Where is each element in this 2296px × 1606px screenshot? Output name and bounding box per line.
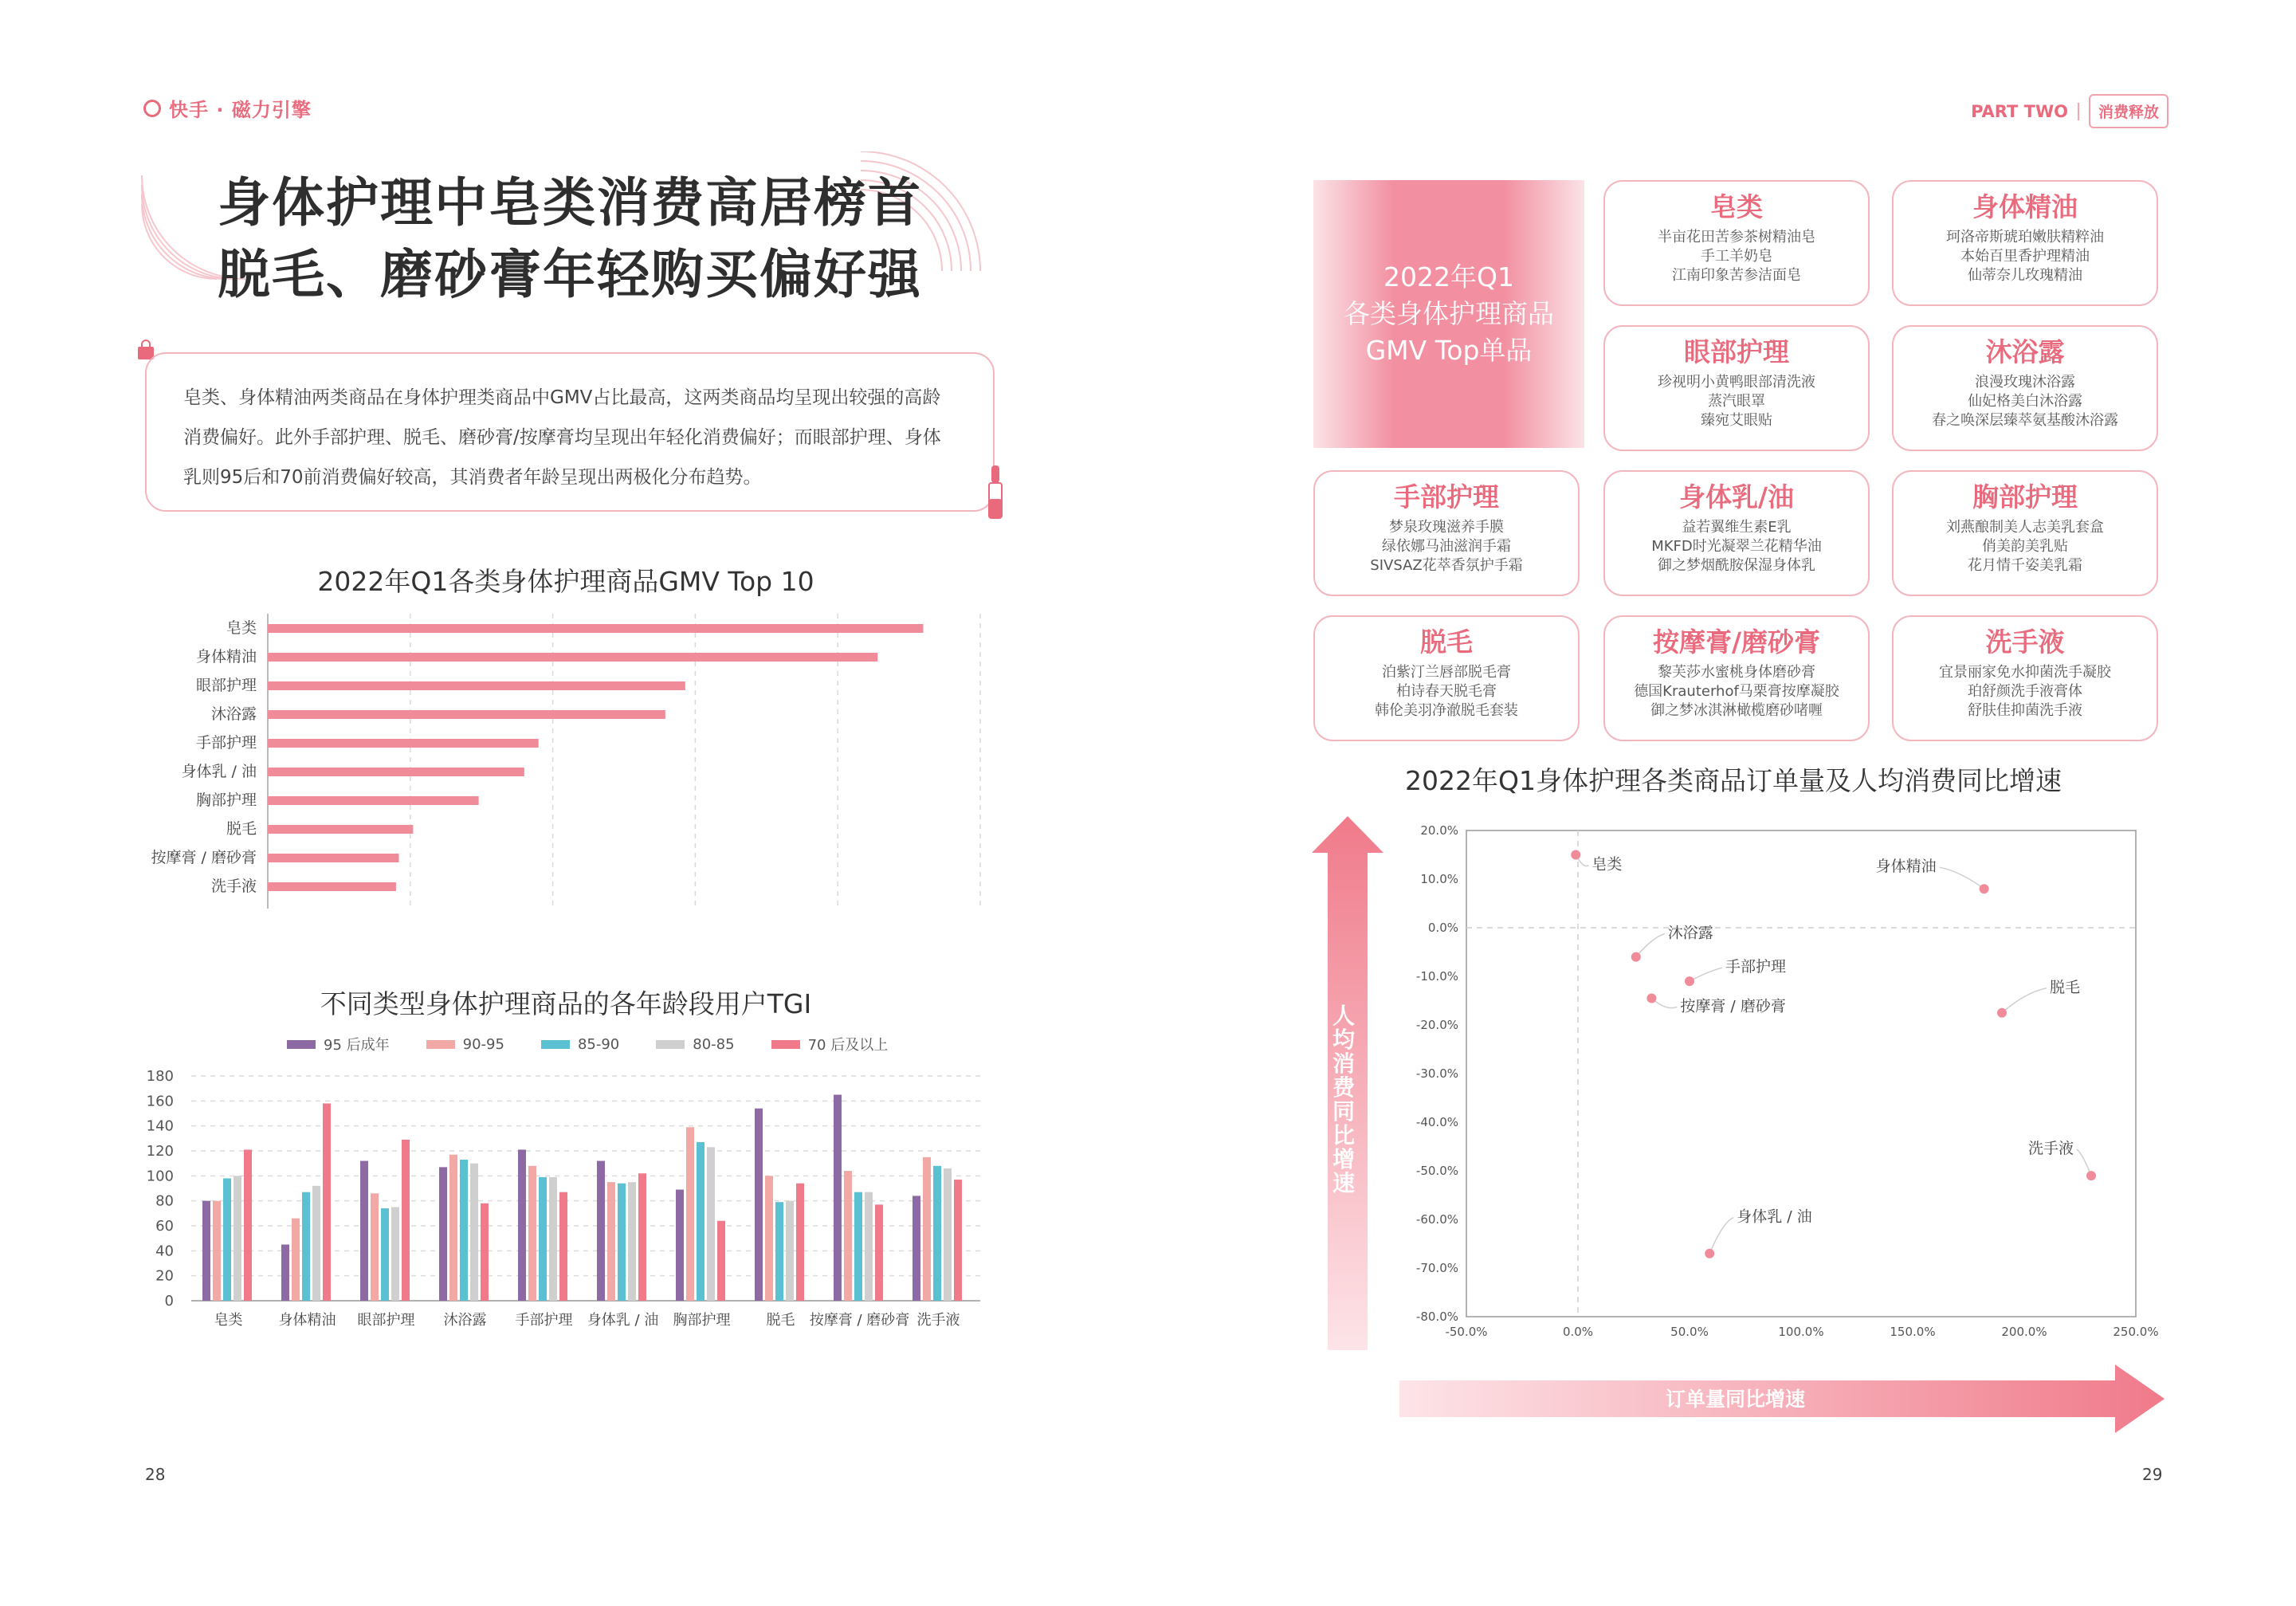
card-title: 洗手液 [1985, 626, 2065, 658]
bar [539, 1177, 547, 1301]
banner-line1: 2022年Q1 [1383, 261, 1514, 293]
y-tick-label: -20.0% [1415, 1018, 1458, 1032]
card-title: 胸部护理 [1972, 481, 2078, 512]
card-item: 花月情千姿美乳霜 [1968, 557, 2082, 574]
y-tick-label: 10.0% [1420, 872, 1458, 886]
bar [281, 1245, 289, 1302]
bar [312, 1186, 320, 1301]
y-tick-label: -40.0% [1415, 1115, 1458, 1129]
page-number-right: 29 [2142, 1465, 2163, 1484]
bar [913, 1196, 920, 1301]
bar [360, 1161, 368, 1301]
card-item: 御之梦烟酰胺保湿身体乳 [1658, 557, 1815, 574]
scatter-point [2086, 1171, 2096, 1180]
category-label: 身体乳 / 油 [181, 763, 257, 780]
page-title-line2: 脱毛、磨砂膏年轻购买偏好强 [218, 244, 922, 305]
bar [834, 1095, 842, 1302]
bar [854, 1192, 862, 1301]
category-label: 身体乳 / 油 [587, 1312, 659, 1329]
y-axis-arrow-label: 人 均 消 费 同 比 增 速 [1332, 1003, 1355, 1196]
bar [268, 653, 877, 662]
bar [268, 825, 413, 834]
legend-item [771, 1034, 889, 1054]
bar [697, 1142, 704, 1301]
scatter-point [1646, 993, 1656, 1003]
y-tick-label: 20 [155, 1267, 174, 1285]
product-card [1892, 180, 2158, 306]
category-label: 洗手液 [210, 878, 257, 895]
bar [875, 1204, 883, 1301]
bar [481, 1204, 489, 1301]
bar [268, 882, 396, 891]
lipstick-icon [987, 464, 1004, 520]
bar [865, 1192, 873, 1301]
category-label: 洗手液 [916, 1312, 960, 1329]
category-label: 皂类 [226, 619, 257, 637]
bar [923, 1157, 931, 1301]
x-tick-label: 200.0% [2001, 1325, 2047, 1339]
product-card [1603, 615, 1870, 741]
bar [460, 1160, 468, 1301]
category-label: 手部护理 [195, 734, 257, 752]
bar [796, 1184, 804, 1301]
point-label: 洗手液 [2027, 1140, 2074, 1158]
y-tick-label: 20.0% [1420, 823, 1458, 838]
x-axis-arrow-label: 订单量同比增速 [1666, 1388, 1806, 1411]
card-title: 按摩膏/磨砂膏 [1652, 626, 1821, 658]
category-label: 沐浴露 [443, 1312, 487, 1329]
legend-item [656, 1034, 734, 1054]
category-label: 沐浴露 [210, 705, 257, 723]
card-item: 本始百里香护理精油 [1960, 248, 2090, 265]
leader-line [1636, 934, 1665, 957]
bar [717, 1221, 725, 1301]
tgi-chart-legend [287, 1034, 888, 1054]
card-item: 半亩花田苦参茶树精油皂 [1658, 229, 1815, 245]
scatter-chart-title: 2022年Q1身体护理各类商品订单量及人均消费同比增速 [1405, 765, 2062, 796]
bar [638, 1173, 646, 1301]
y-tick-label: 0.0% [1427, 921, 1458, 935]
scatter-point [1571, 850, 1580, 860]
gmv-bar-chart [120, 614, 1004, 917]
legend-item [287, 1034, 390, 1054]
bar [268, 624, 923, 633]
y-tick-label: 140 [146, 1117, 174, 1135]
point-label: 身体精油 [1875, 858, 1937, 876]
bar [954, 1180, 962, 1301]
card-item: 江南印象苦参洁面皂 [1672, 267, 1801, 284]
y-tick-label: 120 [146, 1143, 174, 1160]
card-item: 宜景丽家免水抑菌洗手凝胶 [1939, 664, 2111, 681]
bar [933, 1166, 941, 1301]
bar [844, 1171, 852, 1301]
scatter-point [1685, 976, 1694, 986]
bar [268, 768, 524, 776]
card-item: 黎芙莎水蜜桃身体磨砂膏 [1658, 664, 1815, 681]
card-item: 浪漫玫瑰沐浴露 [1975, 374, 2075, 391]
bar [391, 1207, 399, 1302]
page-title [143, 167, 996, 311]
bar [518, 1149, 526, 1301]
legend-swatch [771, 1040, 800, 1049]
legend-label: 70 后及以上 [807, 1037, 889, 1054]
legend-label: 95 后成年 [324, 1037, 390, 1054]
bar [628, 1182, 636, 1301]
scatter-point [1705, 1249, 1714, 1258]
card-item: 珂洛帝斯琥珀嫩肤精粹油 [1946, 229, 2104, 245]
category-label: 胸部护理 [195, 791, 257, 809]
page-title-line1: 身体护理中皂类消费高居榜首 [218, 172, 922, 234]
card-item: SIVSAZ花萃香氛护手霜 [1370, 557, 1523, 574]
card-item: 绿依娜马油滋润手霜 [1382, 538, 1511, 555]
x-tick-label: 50.0% [1670, 1325, 1709, 1339]
category-label: 眼部护理 [357, 1312, 415, 1329]
point-label: 手部护理 [1725, 958, 1787, 976]
gmv-top-banner [1313, 180, 1584, 448]
plot-frame [1466, 830, 2136, 1317]
category-label: 皂类 [214, 1312, 243, 1329]
product-card [1603, 180, 1870, 306]
bar [449, 1155, 457, 1301]
point-label: 沐浴露 [1667, 924, 1713, 942]
bar [223, 1178, 231, 1301]
category-label: 按摩膏 / 磨砂膏 [151, 849, 257, 866]
bar [755, 1109, 763, 1301]
kuaishou-icon [143, 100, 161, 117]
card-item: 蒸汽眼罩 [1708, 393, 1765, 410]
legend-swatch [287, 1040, 316, 1049]
card-title: 手部护理 [1394, 481, 1499, 512]
product-card [1892, 615, 2158, 741]
bar [268, 710, 665, 719]
card-item: 泊紫汀兰唇部脱毛膏 [1382, 664, 1511, 681]
card-item: 御之梦冰淇淋橄榄磨砂啫喱 [1650, 702, 1823, 719]
product-card [1603, 325, 1870, 451]
x-tick-label: -50.0% [1445, 1325, 1488, 1339]
product-card [1892, 325, 2158, 451]
card-item: 舒肤佳抑菌洗手液 [1968, 702, 2082, 719]
brand-logo [143, 94, 312, 122]
tgi-grouped-bar-chart [135, 1060, 1004, 1335]
y-tick-label: 80 [155, 1192, 174, 1210]
x-tick-label: 150.0% [1890, 1325, 1936, 1339]
card-item: 臻宛艾眼贴 [1701, 412, 1772, 429]
card-title: 身体乳/油 [1678, 481, 1795, 512]
bar [402, 1140, 410, 1301]
bar [268, 739, 539, 748]
y-tick-label: 100 [146, 1168, 174, 1185]
bar [439, 1167, 447, 1301]
bar [765, 1176, 773, 1301]
product-card [1892, 470, 2158, 596]
part-label: PART TWO [1971, 101, 2068, 121]
banner-line3: GMV Top单品 [1365, 335, 1533, 366]
bar [323, 1103, 331, 1301]
category-label: 眼部护理 [195, 677, 257, 694]
category-label: 身体精油 [278, 1312, 336, 1329]
leader-line [1940, 867, 1984, 889]
bar [549, 1177, 557, 1301]
card-item: 仙妃格美白沐浴露 [1968, 393, 2082, 410]
bar [707, 1147, 715, 1301]
x-tick-label: 0.0% [1562, 1325, 1594, 1339]
bar [244, 1149, 252, 1301]
point-label: 皂类 [1592, 855, 1623, 874]
product-card [1313, 615, 1580, 741]
point-label: 脱毛 [2050, 978, 2081, 996]
bar [268, 681, 685, 690]
leader-line [1709, 1218, 1733, 1254]
bar [618, 1184, 626, 1301]
bar [302, 1192, 310, 1301]
category-label: 脱毛 [766, 1312, 795, 1329]
point-label: 身体乳 / 油 [1737, 1207, 1812, 1226]
card-item: 德国Krauterhof马栗膏按摩凝胶 [1634, 683, 1839, 700]
card-title: 沐浴露 [1985, 336, 2065, 367]
card-title: 身体精油 [1972, 191, 2078, 222]
card-item: MKFD时光凝翠兰花精华油 [1651, 538, 1822, 555]
tgi-chart-title: 不同类型身体护理商品的各年龄段用户TGI [320, 988, 812, 1019]
y-tick-label: -60.0% [1415, 1212, 1458, 1227]
scatter-point [1997, 1008, 2007, 1018]
legend-item [426, 1034, 504, 1054]
bar [775, 1202, 783, 1301]
page-number-left: 28 [145, 1465, 166, 1484]
x-tick-label: 250.0% [2113, 1325, 2159, 1339]
bar [470, 1164, 478, 1301]
section-header [1971, 94, 2168, 128]
header-divider [2078, 103, 2079, 120]
card-item: 珀舒颜洗手液膏体 [1968, 683, 2082, 700]
gmv-chart-title: 2022年Q1各类身体护理商品GMV Top 10 [317, 566, 814, 597]
card-title: 眼部护理 [1684, 336, 1789, 367]
scatter-point [1980, 884, 1989, 893]
card-item: 梦泉玫瑰滋养手膜 [1389, 519, 1504, 536]
legend-label: 90-95 [462, 1035, 504, 1053]
y-tick-label: 0 [164, 1293, 174, 1310]
category-label: 手部护理 [515, 1312, 573, 1329]
product-card [1313, 470, 1580, 596]
y-tick-label: -70.0% [1415, 1261, 1458, 1275]
bar [944, 1168, 952, 1301]
bar [268, 854, 398, 862]
bar [786, 1201, 794, 1301]
category-label: 胸部护理 [673, 1312, 731, 1329]
point-label: 按摩膏 / 磨砂膏 [1680, 997, 1786, 1015]
bar [676, 1190, 684, 1301]
bar [559, 1192, 567, 1301]
bar [607, 1182, 615, 1301]
product-card [1603, 470, 1870, 596]
card-item: 刘燕酿制美人志美乳套盒 [1946, 519, 2104, 536]
y-tick-label: -30.0% [1415, 1066, 1458, 1081]
card-item: 春之唤深层臻萃氨基酸沐浴露 [1932, 412, 2118, 429]
scatter-point [1631, 952, 1641, 962]
card-item: 仙蒂奈儿玫瑰精油 [1968, 267, 2082, 284]
bar [371, 1193, 379, 1301]
y-tick-label: 60 [155, 1218, 174, 1235]
card-title: 脱毛 [1420, 626, 1473, 658]
card-item: 珍视明小黄鸭眼部清洗液 [1658, 374, 1815, 391]
legend-swatch [541, 1040, 570, 1049]
intro-paragraph: 皂类、身体精油两类商品在身体护理类商品中GMV占比最高，这两类商品均呈现出较强的高龄消费偏好。此外手部护理、脱毛、磨砂膏/按摩膏均呈现出年轻化消费偏好；而眼部护理、身体乳则95后和70前消费偏好较高，其消费者年龄呈现出两极化分布趋势。 [145, 352, 995, 512]
x-tick-label: 100.0% [1778, 1325, 1824, 1339]
bar [528, 1166, 536, 1301]
y-tick-label: -10.0% [1415, 969, 1458, 984]
bar [202, 1201, 210, 1301]
card-title: 皂类 [1710, 191, 1763, 222]
card-item: 益若翼维生素E乳 [1682, 519, 1792, 536]
bar [597, 1161, 605, 1301]
y-tick-label: -50.0% [1415, 1164, 1458, 1178]
bar [686, 1127, 694, 1301]
leader-line [2002, 988, 2047, 1013]
bar [268, 796, 479, 805]
y-tick-label: 160 [146, 1093, 174, 1110]
card-item: 韩伦美羽净澈脱毛套装 [1375, 702, 1518, 719]
legend-swatch [656, 1040, 685, 1049]
section-badge: 消费释放 [2089, 94, 2168, 128]
legend-swatch [426, 1040, 455, 1049]
y-tick-label: 180 [146, 1068, 174, 1085]
category-label: 身体精油 [195, 648, 257, 666]
banner-line2: 各类身体护理商品 [1344, 298, 1554, 329]
brand-text: 快手 · 磁力引擎 [169, 99, 312, 121]
bar [381, 1208, 389, 1301]
legend-item [541, 1034, 619, 1054]
legend-label: 85-90 [577, 1035, 620, 1053]
legend-label: 80-85 [693, 1035, 735, 1053]
y-tick-label: 40 [155, 1243, 174, 1260]
card-item: 俏美韵美乳贴 [1982, 538, 2068, 555]
category-label: 脱毛 [226, 820, 257, 838]
y-tick-label: -80.0% [1415, 1310, 1458, 1324]
bar [234, 1176, 241, 1301]
bar [292, 1219, 300, 1301]
card-item: 柏诗春天脱毛膏 [1396, 683, 1497, 700]
scatter-chart [1395, 821, 2160, 1347]
bar [213, 1201, 221, 1301]
leader-line [1690, 968, 1722, 981]
category-label: 按摩膏 / 磨砂膏 [809, 1312, 910, 1329]
card-item: 手工羊奶皂 [1701, 248, 1772, 265]
